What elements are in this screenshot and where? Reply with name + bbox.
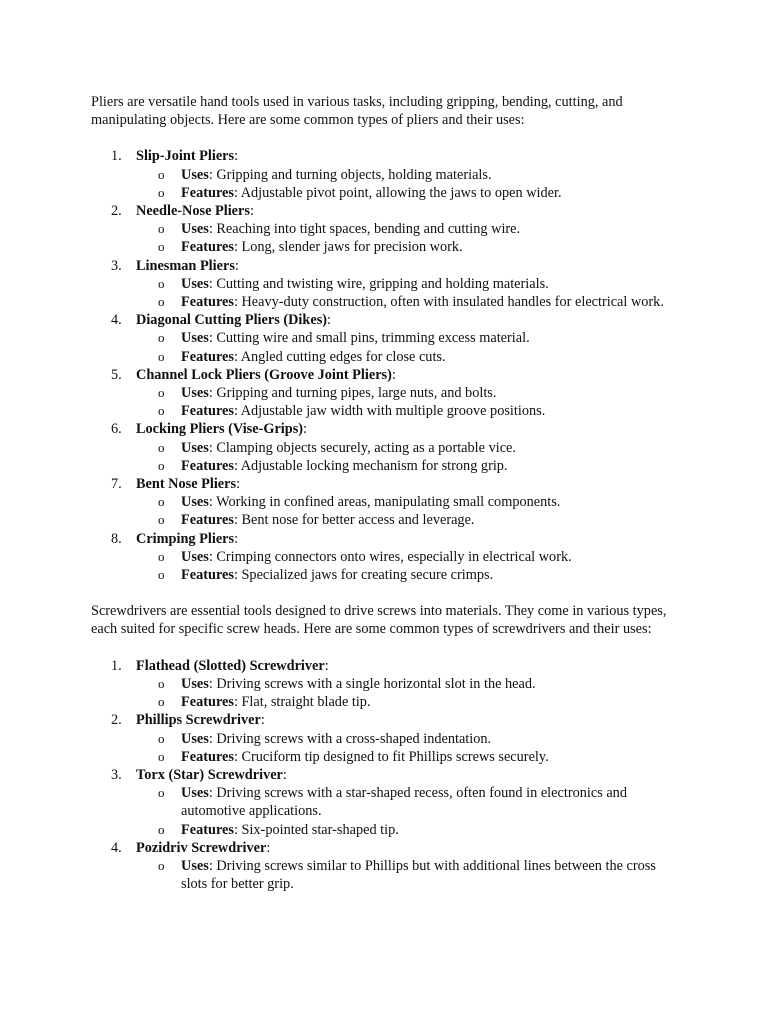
list-number: 3. (111, 257, 122, 274)
tool-name: Locking Pliers (Vise-Grips) (136, 421, 304, 438)
sub-list-item (91, 184, 671, 202)
tool-name: Phillips Screwdriver (136, 712, 261, 729)
bullet-icon: o (158, 403, 165, 419)
tool-name: Diagonal Cutting Pliers (Dikes) (136, 312, 328, 329)
sub-label: Uses (181, 548, 209, 565)
sub-list-item (91, 329, 671, 347)
sub-list-item (91, 511, 671, 529)
sub-list (136, 329, 671, 365)
tool-name-colon: : (324, 657, 329, 674)
sub-text: : Cruciform tip designed to fit Phillips screws securely. (233, 748, 549, 765)
bullet-icon: o (158, 567, 165, 583)
bullet-icon: o (158, 385, 165, 401)
sub-list (136, 730, 671, 766)
sub-list-item (91, 784, 671, 820)
sub-label: Uses (181, 857, 209, 874)
sub-label: Features (181, 694, 234, 711)
bullet-icon: o (158, 675, 165, 691)
sub-text: : Clamping objects securely, acting as a portable vice. (208, 439, 516, 456)
intro-paragraph: Pliers are versatile hand tools used in various tasks, including gripping, bending, cutting, and manipulating objects. Here are some common types of pliers and their uses: (91, 94, 623, 129)
sub-list-item (91, 693, 671, 711)
bullet-icon: o (158, 730, 165, 746)
bullet-icon: o (158, 494, 165, 510)
list-item (91, 711, 671, 766)
bullet-icon: o (158, 512, 165, 528)
sub-text: : Working in confined areas, manipulating small components. (208, 494, 561, 511)
list-item (91, 475, 671, 530)
list-item (91, 147, 671, 202)
sub-text: : Adjustable jaw width with multiple groove positions. (233, 403, 546, 420)
list-number: 6. (111, 421, 122, 438)
sub-text: : Gripping and turning pipes, large nuts, and bolts. (208, 385, 497, 402)
sub-list (136, 857, 671, 893)
sub-list-item (91, 402, 671, 420)
list-item (91, 311, 671, 366)
sub-label: Uses (181, 675, 209, 692)
sub-label: Features (181, 403, 234, 420)
sub-label: Uses (181, 439, 209, 456)
sub-label: Uses (181, 330, 209, 347)
bullet-icon: o (158, 821, 165, 837)
list-item (91, 420, 671, 475)
sub-label: Uses (181, 494, 209, 511)
list-item (91, 657, 671, 712)
tool-name-colon: : (266, 839, 271, 856)
sub-list (136, 384, 671, 420)
list-number: 4. (111, 839, 122, 856)
list-item (91, 766, 671, 839)
sub-list-item (91, 457, 671, 475)
sub-list-item (91, 275, 671, 293)
tool-name: Channel Lock Pliers (Groove Joint Pliers) (136, 366, 392, 383)
bullet-icon: o (158, 457, 165, 473)
sub-list-item (91, 730, 671, 748)
sub-text: : Specialized jaws for creating secure crimps. (233, 567, 494, 584)
sub-text: : Cutting wire and small pins, trimming excess material. (208, 330, 530, 347)
sub-label: Features (181, 567, 234, 584)
list-number: 8. (111, 530, 122, 547)
bullet-icon: o (158, 239, 165, 255)
sub-text: : Angled cutting edges for close cuts. (233, 348, 446, 365)
sub-list (136, 493, 671, 529)
sub-text: : Flat, straight blade tip. (233, 694, 371, 711)
sub-list-item (91, 548, 671, 566)
sub-text: : Driving screws similar to Phillips but with additional lines between the cross slots for better grip. (181, 857, 656, 893)
sub-list (136, 166, 671, 202)
sub-list-item (91, 439, 671, 457)
sub-text: : Crimping connectors onto wires, especially in electrical work. (208, 548, 572, 565)
sub-list-item (91, 293, 671, 311)
tool-name-colon: : (391, 366, 396, 383)
bullet-icon: o (158, 694, 165, 710)
sub-text: : Cutting and twisting wire, gripping and holding materials. (208, 275, 549, 292)
sub-list (136, 275, 671, 311)
sub-text: : Adjustable pivot point, allowing the jaws to open wider. (233, 184, 562, 201)
tool-name: Linesman Pliers (136, 257, 235, 274)
sub-label: Features (181, 184, 234, 201)
sub-label: Features (181, 512, 234, 529)
tool-name-colon: : (260, 712, 265, 729)
sub-label: Features (181, 294, 234, 311)
bullet-icon: o (158, 548, 165, 564)
tool-name-colon: : (303, 421, 308, 438)
tool-name: Torx (Star) Screwdriver (136, 766, 283, 783)
list-number: 2. (111, 203, 122, 220)
sub-label: Features (181, 239, 234, 256)
sub-label: Features (181, 748, 234, 765)
list-number: 1. (111, 657, 122, 674)
sub-text: : Heavy-duty construction, often with insulated handles for electrical work. (233, 294, 664, 311)
sub-list-item (91, 493, 671, 511)
numbered-list (91, 147, 671, 584)
tool-name-colon: : (234, 257, 239, 274)
bullet-icon: o (158, 330, 165, 346)
sub-label: Uses (181, 275, 209, 292)
bullet-icon: o (158, 221, 165, 237)
list-item (91, 530, 671, 585)
tool-name-colon: : (234, 148, 239, 165)
sub-label: Features (181, 821, 234, 838)
sub-list (136, 784, 671, 839)
sub-text: : Long, slender jaws for precision work. (233, 239, 463, 256)
document-page (91, 93, 671, 911)
sub-label: Features (181, 348, 234, 365)
sub-list-item (91, 675, 671, 693)
sub-list-item (91, 748, 671, 766)
sub-text: : Driving screws with a single horizontal slot in the head. (208, 675, 536, 692)
bullet-icon: o (158, 166, 165, 182)
sub-list-item (91, 857, 671, 893)
list-number: 2. (111, 712, 122, 729)
list-item (91, 366, 671, 421)
list-item (91, 257, 671, 312)
tool-name: Bent Nose Pliers (136, 476, 237, 493)
sub-text: : Gripping and turning objects, holding materials. (208, 166, 492, 183)
sub-label: Features (181, 457, 234, 474)
bullet-icon: o (158, 439, 165, 455)
bullet-icon: o (158, 294, 165, 310)
bullet-icon: o (158, 348, 165, 364)
tool-name: Flathead (Slotted) Screwdriver (136, 657, 325, 674)
bullet-icon: o (158, 184, 165, 200)
sub-list-item (91, 166, 671, 184)
list-item (91, 839, 671, 894)
sub-list-item (91, 566, 671, 584)
sub-list-item (91, 348, 671, 366)
sub-list (136, 675, 671, 711)
sub-label: Uses (181, 785, 209, 802)
sub-list-item (91, 821, 671, 839)
list-number: 4. (111, 312, 122, 329)
bullet-icon: o (158, 857, 165, 873)
tool-name-colon: : (327, 312, 332, 329)
sub-label: Uses (181, 385, 209, 402)
list-number: 7. (111, 476, 122, 493)
sub-text: : Bent nose for better access and leverage. (233, 512, 475, 529)
list-number: 3. (111, 766, 122, 783)
tool-name-colon: : (236, 476, 241, 493)
tool-name-colon: : (249, 203, 254, 220)
list-item (91, 202, 671, 257)
sub-text: : Six-pointed star-shaped tip. (233, 821, 399, 838)
sub-list-item (91, 220, 671, 238)
sub-text: : Reaching into tight spaces, bending and cutting wire. (208, 221, 521, 238)
bullet-icon: o (158, 275, 165, 291)
sub-text: : Driving screws with a star-shaped recess, often found in electronics and automotive applications. (181, 785, 627, 820)
tool-name-colon: : (282, 766, 287, 783)
sub-list (136, 439, 671, 475)
sub-text: : Driving screws with a cross-shaped indentation. (208, 730, 492, 747)
intro-paragraph: Screwdrivers are essential tools designed to drive screws into materials. They come in various types, each suited for specific screw heads. Here are some common types of screwdrivers and their uses: (91, 603, 667, 638)
numbered-list (91, 657, 671, 894)
list-number: 5. (111, 366, 122, 383)
bullet-icon: o (158, 748, 165, 764)
sub-label: Uses (181, 166, 209, 183)
sub-list (136, 220, 671, 256)
tool-name: Needle-Nose Pliers (136, 203, 250, 220)
sub-label: Uses (181, 221, 209, 238)
tool-name: Pozidriv Screwdriver (136, 839, 267, 856)
list-number: 1. (111, 148, 122, 165)
sub-list-item (91, 384, 671, 402)
sub-label: Uses (181, 730, 209, 747)
tool-name-colon: : (234, 530, 239, 547)
sub-list-item (91, 238, 671, 256)
sub-text: : Adjustable locking mechanism for strong grip. (233, 457, 508, 474)
bullet-icon: o (158, 785, 165, 801)
tool-name: Slip-Joint Pliers (136, 148, 235, 165)
sub-list (136, 548, 671, 584)
tool-name: Crimping Pliers (136, 530, 235, 547)
